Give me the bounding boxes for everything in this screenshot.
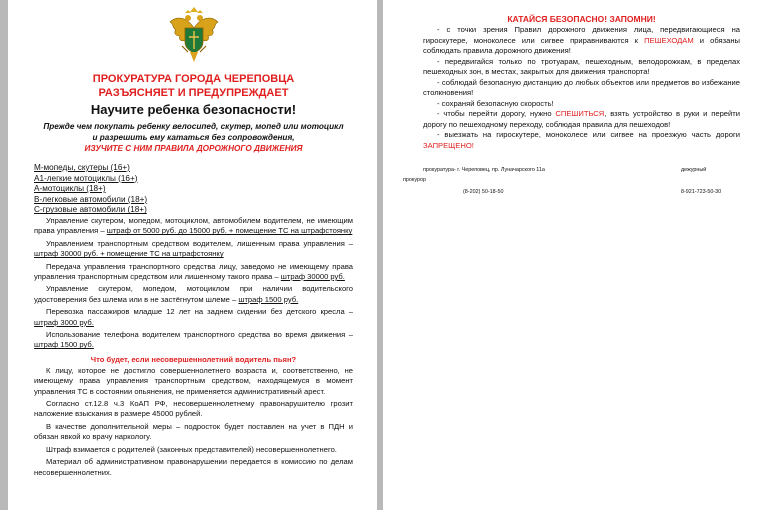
- prosecutor-emblem-icon: [168, 6, 220, 64]
- paragraph-text: Управление скутером, мопедом, мотоциклом при наличии водительского удостоверения без шлема или в не застёгнутом шлеме –: [34, 284, 353, 304]
- paragraph-text: Управлением транспортным средством водителем, лишенным права управления –: [46, 238, 353, 248]
- penalty-amount: штраф 3000 руб.: [34, 317, 94, 327]
- contact-phone-duty: 8-921-723-50-30: [681, 189, 722, 195]
- title-prosecutor-office: ПРОКУРАТУРА ГОРОДА ЧЕРЕПОВЦА: [92, 73, 295, 85]
- safety-rule: - передвигайся только по тротуарам, пешеходным, велодорожкам, в пределах пешеходных зон, в местах, закрытых для движения транспорта!: [423, 56, 740, 76]
- paragraph: В качестве дополнительной меры – подросток будет поставлен на учет в ПДН и обязан явкой ко врачу наркологу.: [34, 421, 353, 442]
- rule-text: - выезжать на гироскутере, моноколесе или сигвее на проезжую часть дороги: [437, 130, 740, 139]
- penalty-paragraph: [34, 262, 353, 283]
- safety-heading: КАТАЙСЯ БЕЗОПАСНО! ЗАПОМНИ!: [507, 14, 656, 24]
- penalty-paragraph: [34, 239, 353, 260]
- title-explains-warns: РАЗЪЯСНЯЕТ И ПРЕДУПРЕЖДАЕТ: [98, 87, 289, 99]
- list-item: С-грузовые автомобили (18+): [34, 205, 147, 215]
- document-page-left: [8, 0, 377, 510]
- safety-rule: - сохраняй безопасную скорость!: [437, 98, 554, 108]
- paragraph: Материал об административном правонарушении передается в комиссию по делам несовершеннолетних.: [34, 457, 353, 477]
- license-categories-list: [34, 163, 353, 216]
- paragraph: Согласно ст.12.8 ч.3 КоАП РФ, несовершеннолетнему правонарушителю грозит наложение взыскания в размере 45000 рублей.: [34, 399, 353, 419]
- contact-duty-label: дежурный: [681, 167, 707, 173]
- paragraph-text: Перевозка пассажиров младше 12 лет на заднем сидении без детского кресла –: [46, 307, 353, 317]
- intro-red-text: ИЗУЧИТЕ С НИМ ПРАВИЛА ДОРОЖНОГО ДВИЖЕНИЯ: [84, 144, 303, 153]
- intro-text: Прежде чем покупать ребенку велосипед, скутер, мопед или мотоцикл и разрешить ему кататься без сопровождения,: [43, 122, 344, 142]
- contact-phone-prosecutor: (8-202) 50-18-50: [463, 189, 504, 195]
- rule-text: и обязаны соблюдать правила дорожного движения!: [423, 35, 740, 55]
- penalty-paragraph: [34, 216, 353, 237]
- penalty-amount: штраф 30000 руб.: [280, 272, 345, 281]
- contact-prosecutor-label: прокурор: [403, 177, 426, 183]
- safety-rule: - соблюдай безопасную дистанцию до любых объектов или предметов во избежание столкновения!: [423, 77, 740, 97]
- paragraph-text: Передача управления транспортного средства лицу, заведомо не имеющему права управления транспортным средством или лишенному такого права –: [34, 261, 353, 281]
- question-heading: Что будет, если несовершеннолетний водитель пьян?: [90, 354, 297, 364]
- paragraph-text: Управление скутером, мопедом, мотоциклом, автомобилем водителем, не имеющим права управления –: [34, 215, 353, 236]
- list-item: А-мотоциклы (18+): [34, 184, 106, 194]
- penalty-amount: штраф 30000 руб. + помещение ТС на штрафстоянку: [34, 249, 224, 259]
- contact-address: прокуратура- г. Череповец, пр. Луначарского 11а: [423, 167, 545, 173]
- paragraph-text: Использование телефона водителем транспортного средства во время движения –: [46, 330, 353, 340]
- list-item: А1-легкие мотоциклы (16+): [34, 173, 138, 183]
- penalty-amount: штраф 1500 руб.: [34, 340, 94, 350]
- list-item: М-мопеды, скутеры (16+): [34, 163, 130, 172]
- rule-text: - чтобы перейти дорогу, нужно: [437, 109, 552, 118]
- rule-highlight: ЗАПРЕЩЕНО!: [423, 140, 474, 150]
- list-item: В-легковые автомобили (18+): [34, 194, 148, 204]
- safety-rule: [423, 130, 740, 151]
- rule-text: - с точки зрения Правил дорожного движения лица, передвигающиеся на гироскутере, моноколесе или сигвее приравниваются к: [423, 25, 740, 45]
- rule-highlight: ПЕШЕХОДАМ: [644, 35, 694, 45]
- contacts-block: [403, 167, 740, 197]
- rule-highlight: СПЕШИТЬСЯ: [555, 109, 605, 118]
- title-teach-child: Научите ребенка безопасности!: [90, 102, 297, 117]
- paragraph: К лицу, которое не достигло совершеннолетнего возраста и, соответственно, не имеющему права управления транспортным средством, находящемуся в момент управления ТС в состоянии опьянения, не применяется административный арест.: [34, 365, 353, 396]
- penalty-paragraph: [34, 330, 353, 351]
- safety-rule: [423, 109, 740, 130]
- penalty-paragraph: [34, 284, 353, 305]
- rule-text: , взять устройство в руки и перейти дорогу по пешеходному переходу, соблюдая правила для пешеходов!: [423, 109, 740, 129]
- document-page-right: [383, 0, 760, 510]
- paragraph: Штраф взимается с родителей (законных представителей) несовершеннолетнего.: [46, 444, 337, 454]
- penalty-paragraph: [34, 307, 353, 328]
- safety-rule: [423, 25, 740, 57]
- penalty-amount: штраф от 5000 руб. до 15000 руб. + помещение ТС на штрафстоянку: [106, 226, 353, 236]
- penalty-amount: штраф 1500 руб.: [238, 294, 299, 304]
